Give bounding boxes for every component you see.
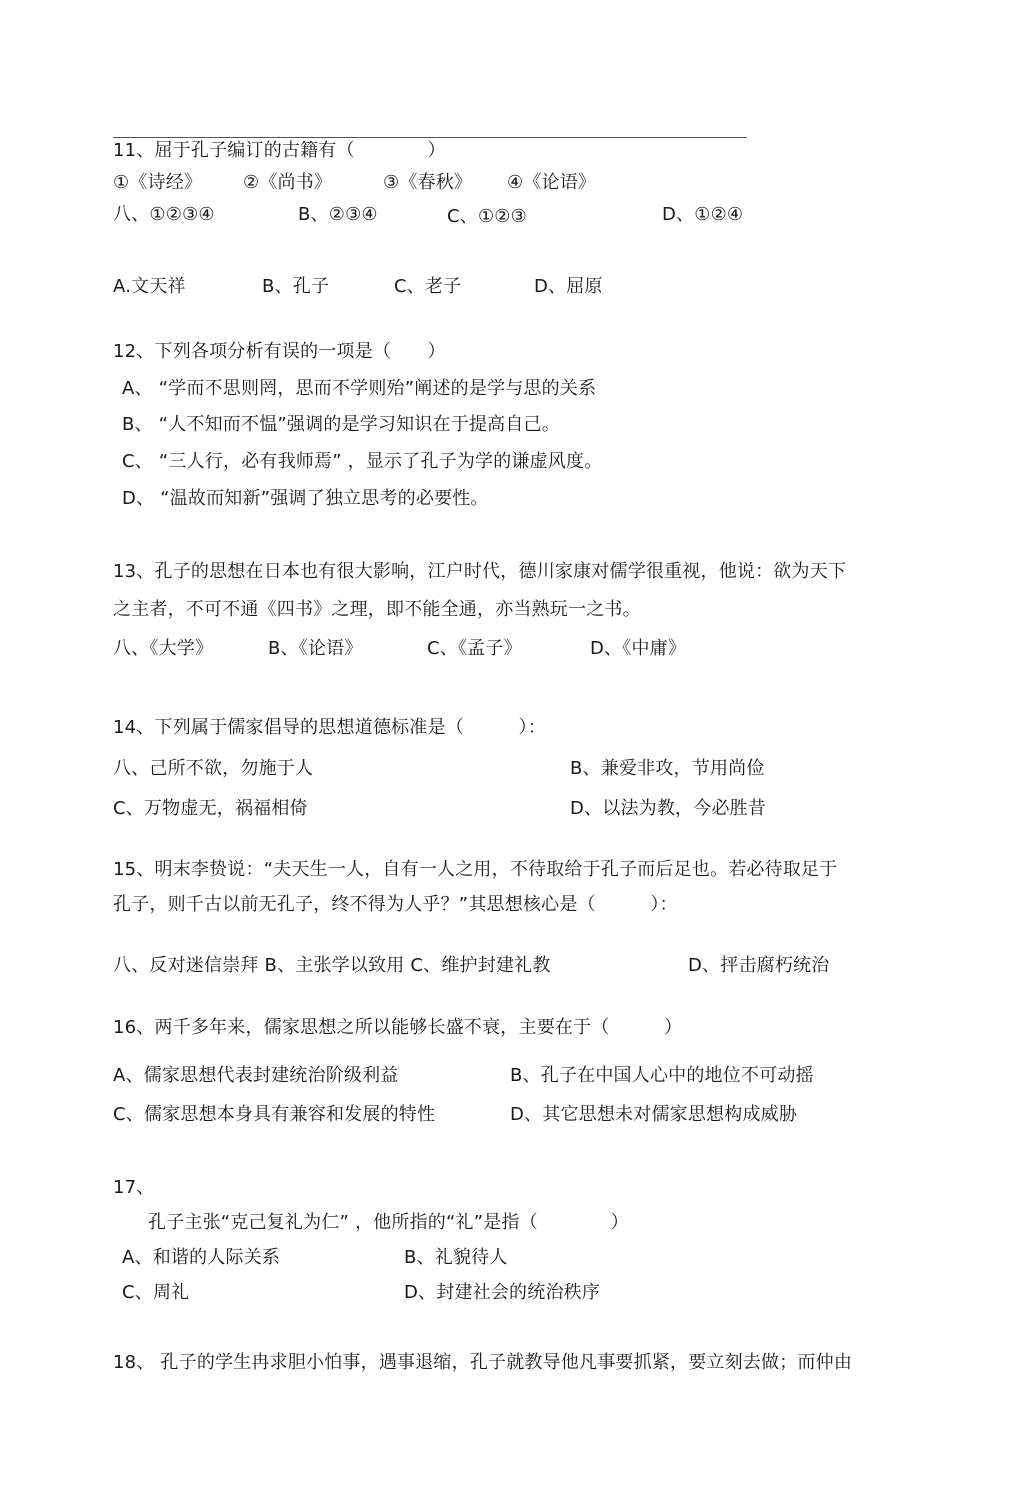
q12-option-d: D、 “温故而知新”强调了独立思考的必要性。 (122, 488, 489, 509)
q14-option-b: B、兼爱非攻，节用尚俭 (570, 758, 765, 779)
q16-option-d: D、其它思想未对儒家思想构成威胁 (510, 1104, 798, 1125)
q17-option-c: C、周礼 (122, 1282, 190, 1303)
q14-option-a: 八、己所不欲，勿施于人 (113, 758, 314, 779)
header-rule (113, 137, 747, 138)
q17-option-d: D、封建社会的统治秩序 (404, 1282, 601, 1303)
q15-option-d: D、抨击腐朽统治 (688, 955, 830, 976)
q17-option-b: B、礼貌待人 (404, 1247, 508, 1268)
q12-option-c: C、 “三人行，必有我师焉” ，显示了孔子为学的谦虚风度。 (122, 451, 603, 472)
q11-item-2: ②《尚书》 (243, 172, 333, 193)
q13-stem-line2: 之主者，不可不通《四书》之理，即不能全通，亦当熟玩一之书。 (113, 599, 641, 620)
q14-option-c: C、万物虚无，祸福相倚 (113, 798, 308, 819)
q13-option-c: C、《孟子》 (427, 638, 522, 659)
q14-option-d: D、以法为教，今必胜昔 (570, 798, 767, 819)
q16-option-a: A、儒家思想代表封建统治阶级利益 (113, 1065, 399, 1086)
q11-alt-option-a: A.文天祥 (113, 276, 186, 297)
q12-stem: 12、下列各项分析有误的一项是（ ） (113, 341, 446, 362)
q16-stem: 16、两千多年来，儒家思想之所以能够长盛不衰，主要在于（ ） (113, 1017, 683, 1038)
q13-option-b: B、《论语》 (268, 638, 363, 659)
q17-option-a: A、和谐的人际关系 (122, 1247, 281, 1268)
q15-stem-line1: 15、明末李贽说：“夫天生一人，自有一人之用，不待取给于孔子而后足也。若必待取足于 (113, 859, 838, 880)
q11-item-3: ③《春秋》 (383, 172, 473, 193)
q11-alt-option-d: D、屈原 (534, 276, 603, 297)
q11-item-4: ④《论语》 (507, 172, 597, 193)
q14-stem: 14、下列属于儒家倡导的思想道德标准是（ ）： (113, 717, 546, 738)
q11-option-c: C、①②③ (447, 206, 527, 227)
q16-option-b: B、孔子在中国人心中的地位不可动摇 (510, 1065, 814, 1086)
q15-options-abc: 八、反对迷信崇拜 B、主张学以致用 C、维护封建礼教 (113, 955, 551, 976)
q13-option-a: 八、《大学》 (113, 638, 214, 659)
q17-stem: 孔子主张“克己复礼为仁” ，他所指的“礼”是指（ ） (148, 1212, 629, 1233)
q12-option-b: B、 “人不知而不愠”强调的是学习知识在于提高自己。 (122, 414, 560, 435)
q15-stem-line2: 孔子，则千古以前无孔子，终不得为人乎？”其思想核心是（ ）： (113, 894, 678, 915)
q16-option-c: C、儒家思想本身具有兼容和发展的特性 (113, 1104, 436, 1125)
q11-option-d: D、①②④ (662, 204, 744, 225)
q11-option-b: B、②③④ (298, 204, 378, 225)
q11-option-a: 八、①②③④ (113, 204, 215, 225)
q11-stem: 11、屈于孔子编订的古籍有（ ） (113, 140, 446, 161)
q18-stem: 18、 孔子的学生冉求胆小怕事，遇事退缩，孔子就教导他凡事要抓紧，要立刻去做；而仲由 (113, 1352, 853, 1373)
q11-item-1: ①《诗经》 (113, 172, 203, 193)
q11-alt-option-b: B、孔子 (262, 276, 330, 297)
q11-alt-option-c: C、老子 (394, 276, 462, 297)
q13-option-d: D、《中庸》 (590, 638, 687, 659)
q13-stem-line1: 13、孔子的思想在日本也有很大影响，江户时代，德川家康对儒学很重视，他说：欲为天下 (113, 561, 847, 582)
q17-number: 17、 (113, 1177, 155, 1198)
q12-option-a: A、 “学而不思则罔，思而不学则殆”阐述的是学与思的关系 (122, 378, 597, 399)
